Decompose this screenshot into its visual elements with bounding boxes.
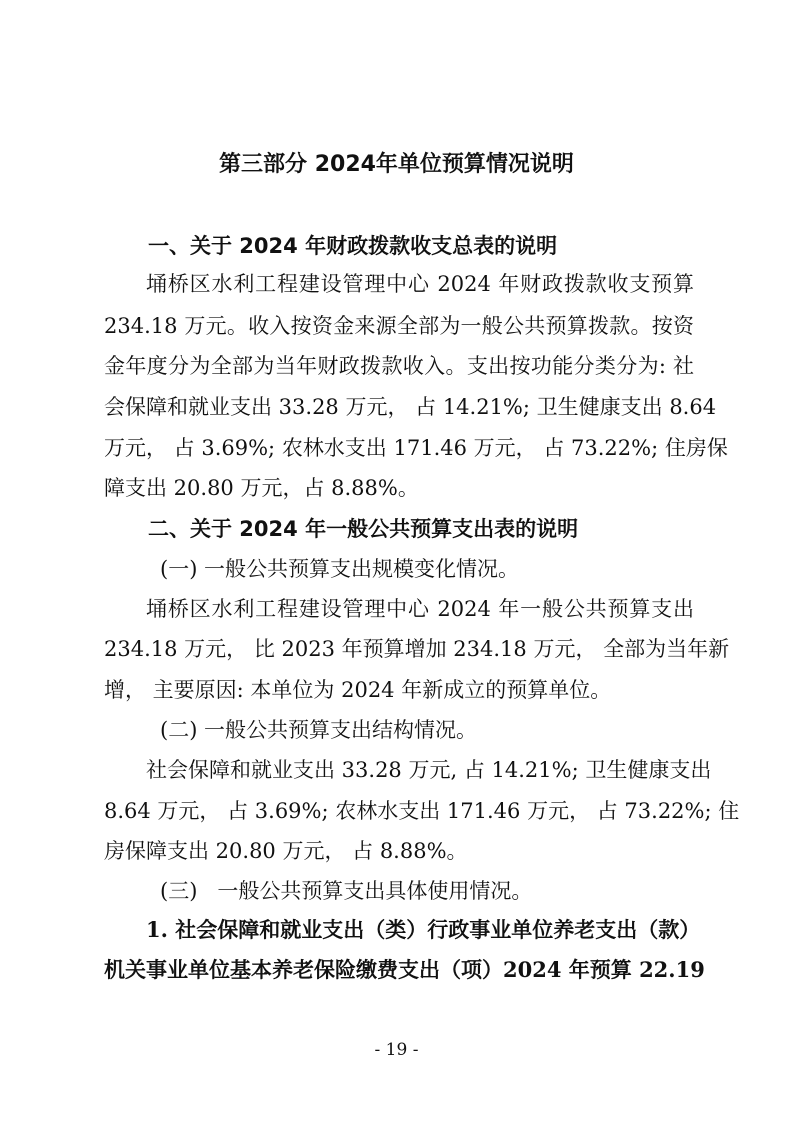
subsection-heading: (二) 一般公共预算支出结构情况。	[160, 718, 478, 742]
paragraph-line: 社会保障和就业支出 33.28 万元, 占 14.21%; 卫生健康支出	[146, 758, 712, 782]
paragraph-line: 234.18 万元。收入按资金来源全部为一般公共预算拨款。按资	[104, 314, 694, 338]
paragraph-line: 会保障和就业支出 33.28 万元， 占 14.21%; 卫生健康支出 8.64	[104, 395, 717, 419]
paragraph-line: 埇桥区水利工程建设管理中心 2024 年财政拨款收支预算	[146, 272, 694, 296]
item-heading-line: 1. 社会保障和就业支出（类）行政事业单位养老支出（款）	[146, 917, 701, 942]
page-number: - 19 -	[374, 1040, 419, 1060]
paragraph-line: 金年度分为全部为当年财政拨款收入。支出按功能分类分为: 社	[104, 354, 694, 378]
subsection-heading: (一) 一般公共预算支出规模变化情况。	[160, 557, 520, 581]
paragraph-line: 万元， 占 3.69%; 农林水支出 171.46 万元， 占 73.22%; 住房保	[104, 436, 728, 460]
paragraph-line: 房保障支出 20.80 万元， 占 8.88%。	[104, 839, 468, 863]
paragraph-line: 埇桥区水利工程建设管理中心 2024 年一般公共预算支出	[146, 597, 694, 621]
paragraph-line: 8.64 万元， 占 3.69%; 农林水支出 171.46 万元， 占 73.22%; 住	[104, 799, 740, 823]
page-title: 第三部分 2024年单位预算情况说明	[219, 152, 574, 177]
subsection-heading: (三) 一般公共预算支出具体使用情况。	[160, 879, 533, 903]
item-heading-line: 机关事业单位基本养老保险缴费支出（项）2024 年预算 22.19	[104, 957, 705, 982]
section-heading-1: 一、关于 2024 年财政拨款收支总表的说明	[148, 234, 558, 258]
paragraph-line: 增， 主要原因: 本单位为 2024 年新成立的预算单位。	[104, 678, 612, 702]
section-heading-2: 二、关于 2024 年一般公共预算支出表的说明	[148, 517, 579, 541]
paragraph-line: 234.18 万元， 比 2023 年预算增加 234.18 万元， 全部为当年新	[104, 637, 730, 661]
paragraph-line: 障支出 20.80 万元，占 8.88%。	[104, 476, 419, 500]
